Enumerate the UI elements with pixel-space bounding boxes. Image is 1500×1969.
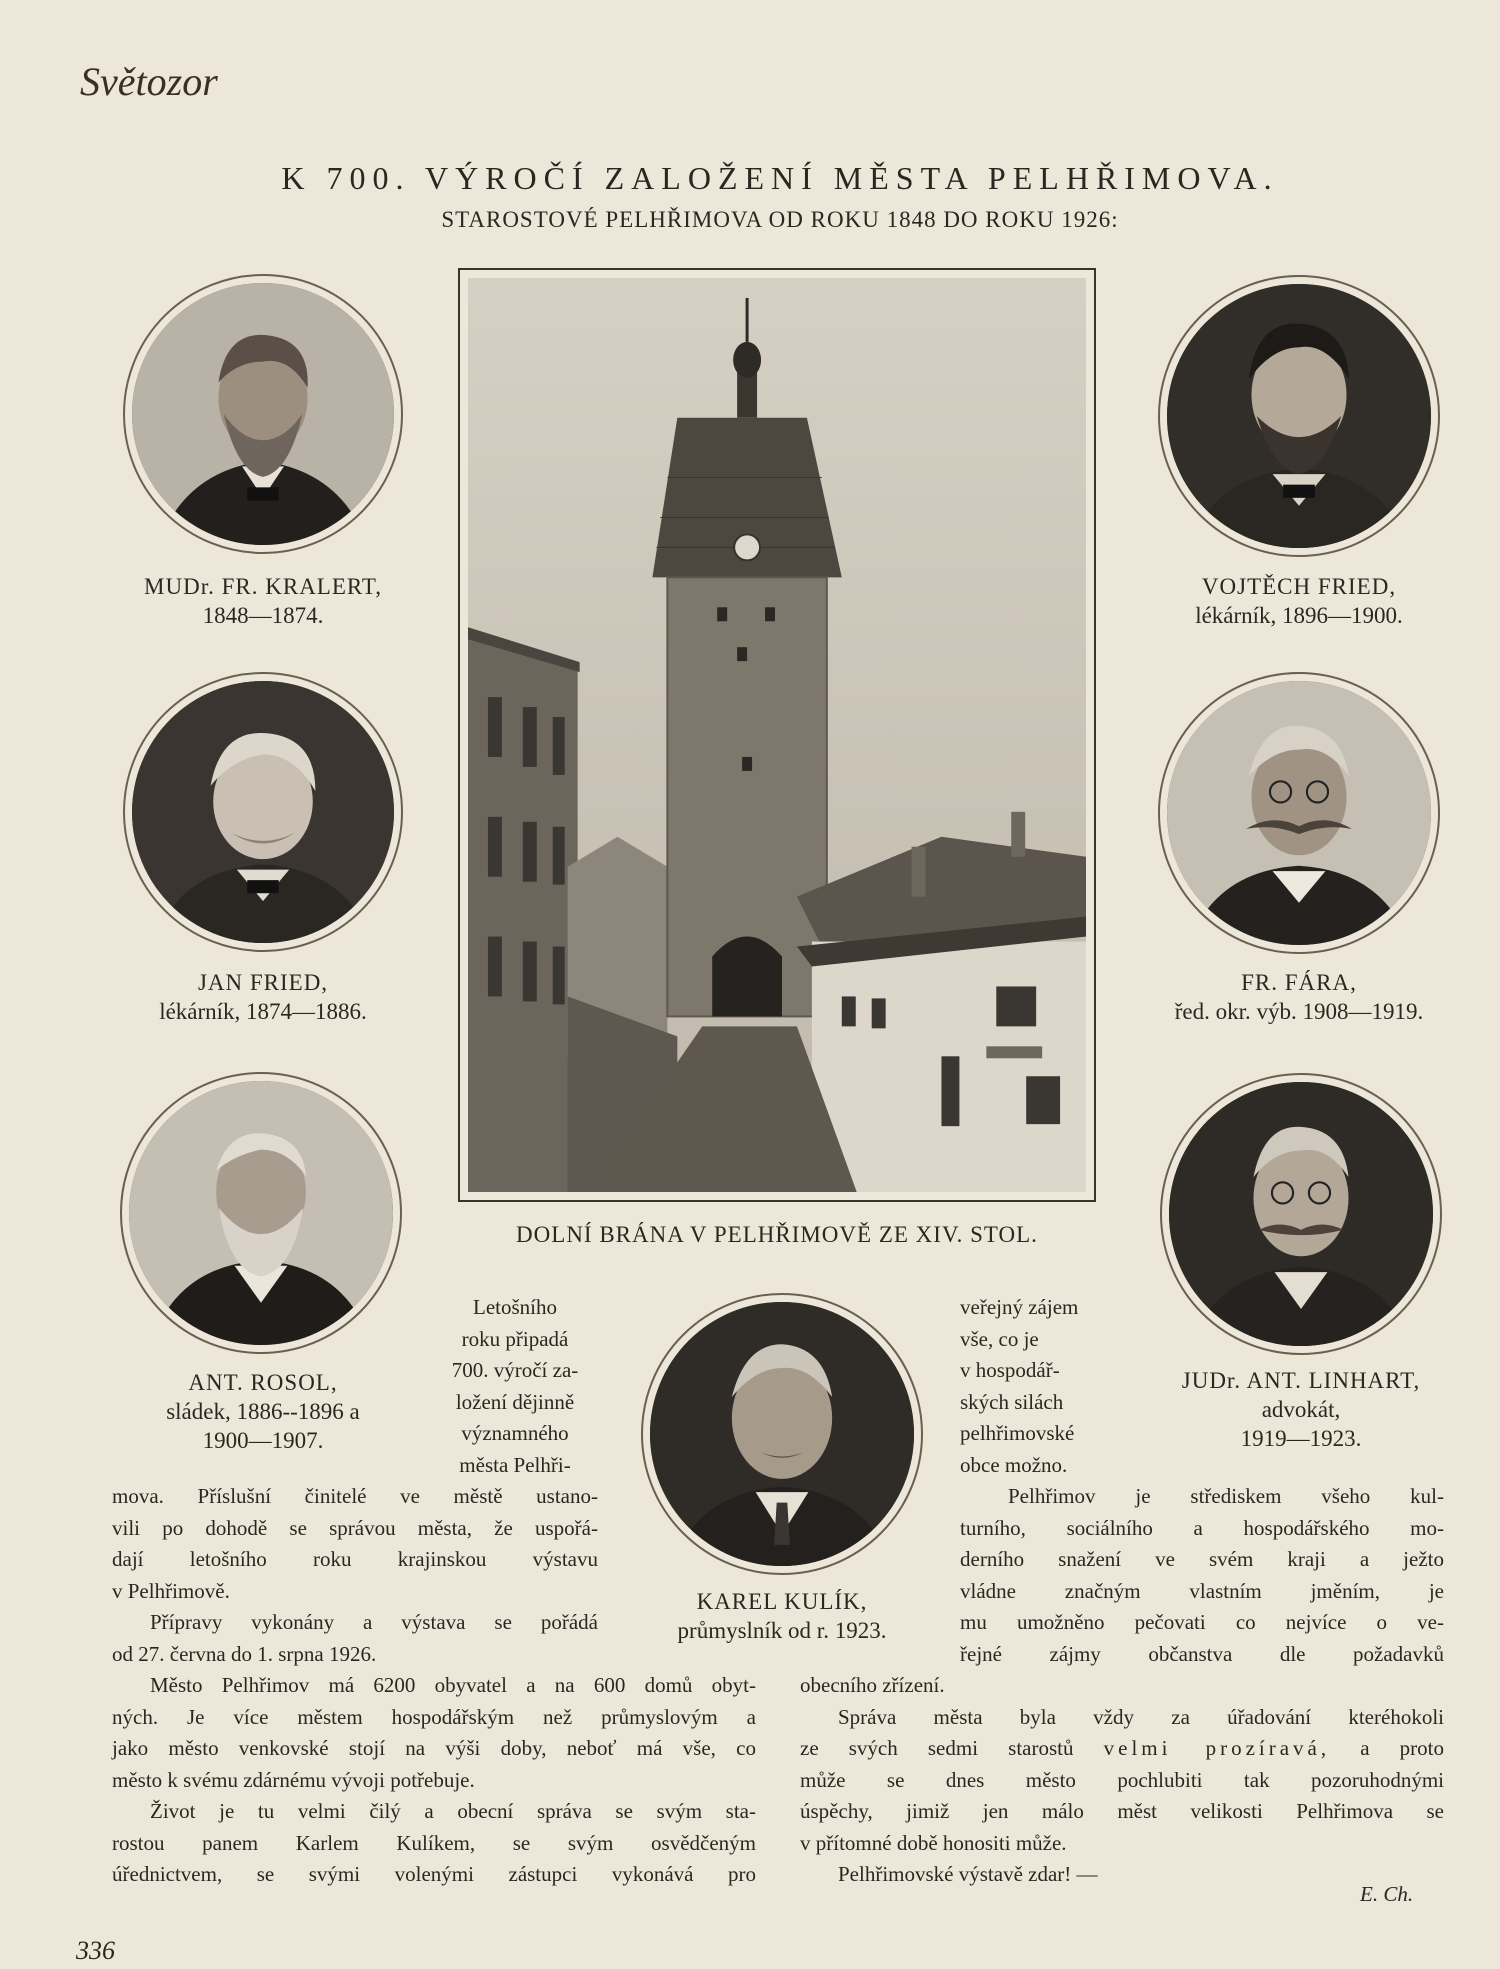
text-line: města Pelhři- xyxy=(459,1452,571,1477)
caption-vojtech-fried-name: VOJTĚCH FRIED, xyxy=(1201,574,1397,599)
text-line: vše, co je xyxy=(960,1326,1039,1351)
article-right-column xyxy=(960,1481,1444,1670)
caption-kulik xyxy=(632,1587,932,1645)
text-line: od 27. června do 1. srpna 1926. xyxy=(112,1641,377,1666)
text-line: město k svému zdárnému vývoji potřebuje. xyxy=(112,1767,475,1792)
caption-linhart-name: JUDr. ANT. LINHART, xyxy=(1181,1368,1421,1393)
gate-photograph-frame xyxy=(458,268,1096,1202)
portrait-rosol xyxy=(120,1072,402,1354)
text-line: obecního zřízení. xyxy=(800,1673,945,1697)
text-line: úřednictvem, se svými volenými zástupci vykonává pro xyxy=(112,1862,756,1886)
text-fragment: ze svých sedmi starostů xyxy=(800,1736,1074,1760)
portrait-kralert xyxy=(123,274,403,554)
text-line: v přítomné době honositi může. xyxy=(800,1830,1067,1855)
caption-jan-fried xyxy=(110,968,416,1026)
caption-fara-name: FR. FÁRA, xyxy=(1241,970,1357,995)
text-line: Správa města byla vždy za úřadování kteréhokoli xyxy=(838,1704,1444,1729)
caption-kralert xyxy=(100,572,426,630)
text-line: úspěchy, jimiž jen málo měst velikosti Pelhřimova se xyxy=(800,1799,1444,1823)
caption-linhart-line2: advokát, xyxy=(1261,1397,1341,1422)
author-signature: E. Ch. xyxy=(1360,1882,1414,1906)
text-line: Pelhřimov je střediskem všeho kul- xyxy=(1008,1484,1444,1508)
text-line: ských silách xyxy=(960,1389,1064,1414)
text-line: roku připadá xyxy=(461,1326,569,1351)
page-number: 336 xyxy=(76,1936,115,1965)
text-line: rostou panem Karlem Kulíkem, se svým osvědčeným xyxy=(112,1830,756,1855)
caption-kralert-name: MUDr. FR. KRALERT, xyxy=(144,574,382,599)
article-left-narrow xyxy=(420,1292,610,1481)
closing-line: Pelhřimovské výstavě zdar! — xyxy=(838,1862,1098,1886)
portrait-jan-fried xyxy=(123,672,403,952)
text-line: v Pelhřimově. xyxy=(112,1578,230,1603)
article-right-bottom xyxy=(800,1670,1444,1891)
article-left-column xyxy=(112,1481,598,1670)
caption-rosol xyxy=(110,1368,416,1455)
text-line: Život je tu velmi čilý a obecní správa se svým sta- xyxy=(150,1799,756,1823)
caption-fara xyxy=(1130,968,1468,1026)
portrait-kulik-image xyxy=(650,1302,914,1566)
text-line: Město Pelhřimov má 6200 obyvatel a na 600 domů obyt- xyxy=(150,1673,756,1697)
dolni-brana-photo xyxy=(468,278,1086,1192)
caption-kulik-years: průmyslník od r. 1923. xyxy=(677,1618,887,1643)
text-line: veřejný zájem xyxy=(960,1295,1079,1319)
portrait-kulik xyxy=(641,1293,923,1575)
text-line-spaced xyxy=(800,1733,1444,1765)
text-line: ných. Je více městem hospodářským než průmyslovým a xyxy=(112,1704,756,1729)
article-wide-block xyxy=(112,1670,756,1891)
caption-kulik-name: KAREL KULÍK, xyxy=(696,1589,868,1614)
text-line: vili po dohodě se správou města, že uspořá- xyxy=(112,1515,598,1540)
text-fragment: a proto xyxy=(1360,1736,1445,1760)
photo-caption: DOLNÍ BRÁNA V PELHŘIMOVĚ ZE XIV. STOL. xyxy=(516,1222,1038,1247)
portrait-vojtech-fried xyxy=(1158,275,1440,557)
text-line: významného xyxy=(461,1421,569,1445)
caption-vojtech-fried-years: lékárník, 1896—1900. xyxy=(1195,603,1403,628)
caption-linhart-line3: 1919—1923. xyxy=(1240,1426,1362,1451)
text-line: derního snažení ve svém kraji a ježto xyxy=(960,1547,1444,1571)
caption-jan-fried-years: lékárník, 1874—1886. xyxy=(159,999,367,1024)
caption-vojtech-fried xyxy=(1150,572,1448,630)
text-line: v hospodář- xyxy=(960,1358,1060,1382)
text-line: Přípravy vykonány a výstava se pořádá xyxy=(150,1610,598,1634)
text-line: jako město venkovské stojí na výši doby, neboť má vše, co xyxy=(112,1736,756,1760)
text-line: turního, sociálního a hospodářského mo- xyxy=(960,1515,1444,1540)
portrait-fara xyxy=(1158,672,1440,954)
portrait-jan-fried-image xyxy=(132,681,394,943)
portrait-rosol-image xyxy=(129,1081,393,1345)
caption-rosol-line2: sládek, 1886--1896 a xyxy=(166,1399,360,1424)
portrait-linhart xyxy=(1160,1073,1442,1355)
text-line: dají letošního roku krajinskou výstavu xyxy=(112,1547,598,1571)
text-line: ložení dějinně xyxy=(455,1389,575,1414)
text-line: mova. Příslušní činitelé ve městě ustano- xyxy=(112,1484,598,1508)
text-line: mu umožněno pečovati co nejvíce o ve- xyxy=(960,1610,1444,1634)
text-line: Letošního xyxy=(473,1295,557,1319)
page-subtitle: STAROSTOVÉ PELHŘIMOVA OD ROKU 1848 DO ROKU 1926: xyxy=(441,207,1119,232)
portrait-vojtech-fried-image xyxy=(1167,284,1431,548)
caption-kralert-years: 1848—1874. xyxy=(202,603,324,628)
portrait-fara-image xyxy=(1167,681,1431,945)
emphasis-spaced: velmi prozíravá, xyxy=(1103,1736,1331,1760)
portrait-linhart-image xyxy=(1169,1082,1433,1346)
text-line: může se dnes město pochlubiti tak pozoruhodnými xyxy=(800,1767,1444,1792)
text-line: řejné zájmy občanstva dle požadavků xyxy=(960,1641,1444,1666)
caption-rosol-name: ANT. ROSOL, xyxy=(188,1370,338,1395)
text-line: 700. výročí za- xyxy=(451,1358,579,1382)
page-title: K 700. VÝROČÍ ZALOŽENÍ MĚSTA PELHŘIMOVA. xyxy=(281,160,1279,196)
caption-fara-years: řed. okr. výb. 1908—1919. xyxy=(1174,999,1424,1024)
magazine-masthead: Světozor xyxy=(80,59,218,104)
caption-linhart xyxy=(1140,1366,1462,1453)
text-line: pelhřimovské xyxy=(960,1421,1075,1445)
caption-jan-fried-name: JAN FRIED, xyxy=(197,970,329,995)
caption-rosol-line3: 1900—1907. xyxy=(202,1428,324,1453)
portrait-kralert-image xyxy=(132,283,394,545)
text-line: obce možno. xyxy=(960,1452,1068,1477)
article-right-narrow xyxy=(960,1292,1130,1481)
text-line: vládne značným vlastním jměním, je xyxy=(960,1578,1444,1603)
